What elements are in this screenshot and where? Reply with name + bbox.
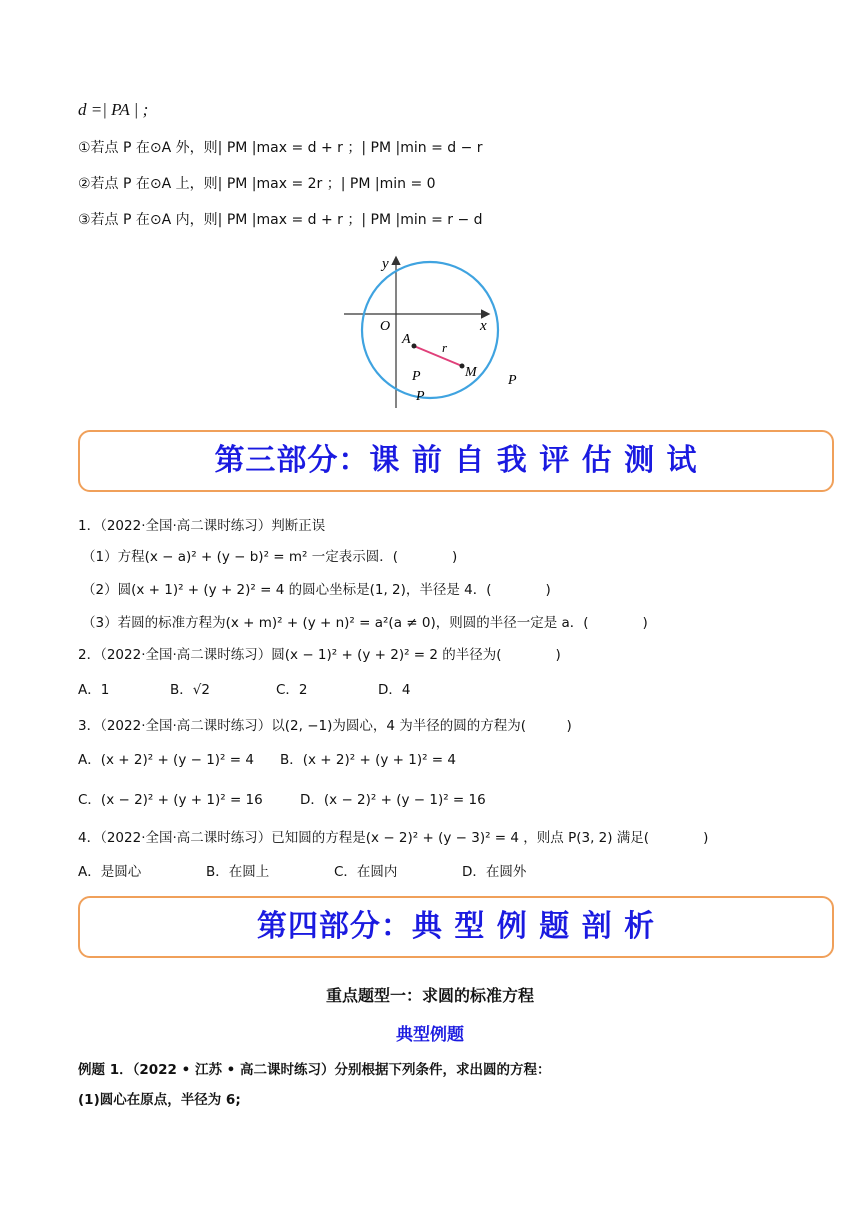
p-label-inside: P — [412, 369, 421, 384]
point-m — [460, 364, 465, 369]
q4-option-a: A．是圆心 — [78, 864, 142, 880]
type1-heading: 重点题型一：求圆的标准方程 — [325, 986, 534, 1005]
p-label-outside: P — [508, 373, 517, 388]
r-label: r — [442, 340, 448, 355]
section4-box — [78, 896, 834, 958]
q4-option-b: B．在圆上 — [206, 864, 270, 880]
p-label-on: P — [416, 389, 425, 404]
q1-stem: 1．（2022·全国·高二课时练习）判断正误 — [78, 518, 326, 534]
section4-title: 第四部分：典 型 例 题 剖 析 — [256, 909, 656, 944]
point-a — [412, 344, 417, 349]
q3-option-d: D．(x − 2)² + (y − 1)² = 16 — [300, 792, 486, 808]
case-outside: ①若点 P 在⊙A 外，则| PM |max = d + r ；| PM |min = d − r — [78, 140, 483, 156]
case-inside: ③若点 P 在⊙A 内，则| PM |max = d + r ；| PM |min = r − d — [78, 212, 483, 228]
q3-stem: 3．（2022·全国·高二课时练习）以(2, −1)为圆心，4 为半径的圆的方程为( ) — [78, 718, 572, 734]
y-label: y — [382, 256, 389, 272]
q4-option-c: C．在圆内 — [334, 864, 398, 880]
section3-title: 第三部分：课 前 自 我 评 估 测 试 — [214, 443, 698, 478]
q3-option-a: A．(x + 2)² + (y − 1)² = 4 — [78, 752, 254, 768]
q1-s3: （3）若圆的标准方程为(x + m)² + (y + n)² = a²(a ≠ 0)，则圆的半径一定是 a．( ) — [82, 615, 648, 631]
example1-part1: (1)圆心在原点，半径为 6; — [78, 1092, 241, 1108]
section3-box — [78, 430, 834, 492]
q3-option-c: C．(x − 2)² + (y + 1)² = 16 — [78, 792, 263, 808]
radius-segment — [414, 346, 462, 366]
o-label: O — [380, 319, 391, 334]
example1-stem: 例题 1．（2022 • 江苏 • 高二课时练习）分别根据下列条件，求出圆的方程： — [78, 1062, 551, 1078]
q2-option-a: A．1 — [78, 682, 110, 698]
q4-stem: 4．（2022·全国·高二课时练习）已知圆的方程是(x − 2)² + (y − 3)² = 4 ，则点 P(3, 2) 满足( ) — [78, 830, 709, 846]
q2-stem: 2．（2022·全国·高二课时练习）圆(x − 1)² + (y + 2)² = 2 的半径为( ) — [78, 647, 561, 663]
q4-option-d: D．在圆外 — [462, 864, 527, 880]
q1-s1: （1）方程(x − a)² + (y − b)² = m² 一定表示圆．( ) — [82, 549, 458, 565]
q1-s2: （2）圆(x + 1)² + (y + 2)² = 4 的圆心坐标是(1, 2)，半径是 4．( ) — [82, 582, 551, 598]
circle-figure — [330, 250, 530, 410]
formula-d: d =| PA | ; — [78, 100, 149, 119]
m-label: M — [465, 365, 477, 380]
a-label: A — [402, 332, 411, 347]
case-on: ②若点 P 在⊙A 上，则| PM |max = 2r ；| PM |min = 0 — [78, 176, 436, 192]
q3-option-b: B．(x + 2)² + (y + 1)² = 4 — [280, 752, 456, 768]
q2-option-c: C．2 — [276, 682, 308, 698]
q2-option-b: B．√2 — [170, 682, 210, 698]
type1-subheading: 典型例题 — [396, 1025, 464, 1045]
q2-option-d: D．4 — [378, 682, 411, 698]
x-label: x — [480, 318, 487, 334]
